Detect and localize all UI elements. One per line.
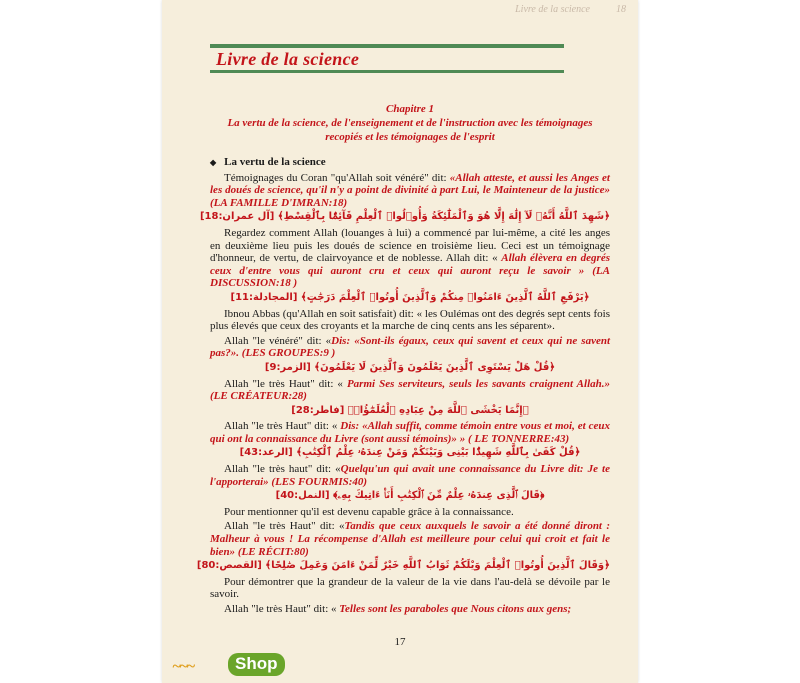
banner-top-rule	[210, 44, 564, 48]
p4-quote: Dis: «Sont-ils égaux, ceux qui savent et ceux qui ne savent pas?»	[210, 334, 611, 360]
banner-bottom-rule	[210, 70, 564, 73]
chapter-label: Chapitre 1	[386, 103, 434, 115]
paragraph-10: Pour démontrer que la grandeur de la valeur de la vie dans l'au-delà se dévoile par le savoir.	[210, 575, 610, 601]
diamond-bullet-icon: ◆	[210, 158, 217, 167]
p5-arabic-verse: ﴿إِنَّمَا يَخْشَى ٱللَّهَ مِنْ عِبَادِهِ ٱلْعُلَمَٰٓؤُا۟﴾ [فاطر:28]	[291, 404, 529, 416]
p9-ref: (LE RÉCIT:80)	[235, 545, 309, 558]
p5-ref: » (LE CRÉATEUR:28)	[210, 377, 610, 403]
p7-arabic-verse: ﴿قَالَ ٱلَّذِى عِندَهُۥ عِلْمٌ مِّنَ ٱلْكِتَٰبِ أَنَا۠ ءَاتِيكَ بِهِۦ﴾ [النمل:40]	[275, 490, 545, 502]
p6-arabic-verse: ﴿قُلْ كَفَىٰ بِٱللَّهِ شَهِيدًۢا بَيْنِى وَبَيْنَكُمْ وَمَنْ عِندَهُۥ عِلْمُ ٱلْكِتَٰبِ﴾ [الرعد:43]	[239, 447, 581, 459]
p2-ref: » (LA DISCUSSION:18 )	[210, 264, 610, 290]
paragraph-4	[210, 335, 610, 360]
book-title: Livre de la science	[216, 49, 360, 69]
p9-arabic-verse: ﴿وَقَالَ ٱلَّذِينَ أُوتُوا۟ ٱلْعِلْمَ وَيْلَكُمْ ثَوَابُ ٱللَّهِ خَيْرٌ لِّمَنْ ءَامَنَ وَعَمِلَ صَٰلِحًا﴾ [القصص:80]	[196, 560, 610, 572]
chapter-heading	[210, 102, 610, 144]
book-title-banner	[210, 44, 564, 74]
p5-lead: Allah "le très Haut" dit: «	[224, 377, 347, 390]
paragraph-7	[210, 463, 610, 488]
p7-ref: (LES FOURMIS:40)	[268, 475, 368, 488]
p11-lead: Allah "le très Haut" dit: «	[224, 603, 340, 615]
p7-quote: Quelqu'un qui avait une connaissance du Livre dit: Je te l'apporterai»	[210, 463, 610, 488]
p11-quote: Telles sont les paraboles que Nous citons aux gens;	[339, 603, 572, 615]
shop-logo	[172, 652, 302, 678]
p9-quote: Tandis que ceux auxquels le savoir a été donné diront : Malheur à vous ! La récompense d'Allah est meilleure pour celui qui croit et fait le bien»	[210, 520, 610, 558]
p1-ref: (LA FAMILLE D'IMRAN:18)	[210, 196, 348, 209]
p5-quote: Parmi Ses serviteurs, seuls les savants craignent Allah.	[346, 377, 605, 390]
p7-lead: Allah "le très haut" dit: «	[224, 463, 341, 476]
p6-quote: Dis: «Allah suffit, comme témoin entre vous et moi, et ceux qui ont la connaissance du Livre (sont aussi témoins)»	[210, 420, 610, 445]
p2-arabic-verse: ﴿يَرْفَعِ ٱللَّهُ ٱلَّذِينَ ءَامَنُوا۟ مِنكُمْ وَٱلَّذِينَ أُوتُوا۟ ٱلْعِلْمَ دَرَجَٰتٍ﴾ [المجادلة:11]	[230, 291, 590, 303]
paragraph-3: Ibnou Abbas (qu'Allah en soit satisfait) dit: « les Oulémas ont des degrés sept cents fois plus élevés que ceux des croyants et la marche de cinq cents ans les séparent».	[210, 307, 610, 333]
shop-badge: Shop	[228, 653, 285, 676]
p1-quote: «Allah atteste, et aussi les Anges et les doués de science, qu'il n'y a point de divinité à part Lui, le Mainteneur de la justice»	[210, 171, 610, 197]
section-title: La vertu de la science	[224, 156, 326, 168]
paragraph-2	[210, 227, 610, 290]
running-header	[202, 4, 626, 18]
paragraph-9	[210, 520, 610, 558]
p2-lead: Regardez comment Allah (louanges à lui) a commencé par lui-même, a cité les anges en deuxième lieu puis les doués de science en troisième lieu. Ceci est un témoignage d'honneur, de vertu, de clairvoyance et de noblesse. Allah dit: «	[210, 226, 610, 265]
paragraph-8: Pour mentionner qu'il est devenu capable grâce à la connaissance.	[224, 505, 514, 518]
paragraph-1	[210, 172, 610, 210]
paragraph-5	[210, 378, 610, 403]
p1-lead: Témoignages du Coran "qu'Allah soit vénéré" dit:	[224, 171, 450, 184]
page-number: 17	[394, 636, 406, 648]
p9-lead: Allah "le très Haut" dit: «	[224, 520, 345, 533]
p4-ref: . (LES GROUPES:9 )	[236, 347, 336, 360]
chapter-subtitle: La vertu de la science, de l'enseignement et de l'instruction avec les témoignages recopiés et les témoignages de l'esprit	[227, 117, 593, 143]
running-header-title: Livre de la science	[515, 4, 590, 15]
p6-ref: » ( LE TONNERRE:43)	[456, 432, 570, 445]
p4-arabic-verse: ﴿قُلْ هَلْ يَسْتَوِى ٱلَّذِينَ يَعْلَمُونَ وَٱلَّذِينَ لَا يَعْلَمُونَ﴾ [الزمر:9]	[264, 361, 556, 373]
paragraph-6	[210, 420, 610, 445]
section-heading	[210, 156, 610, 170]
p6-lead: Allah "le très Haut" dit: «	[224, 420, 341, 433]
p2-quote: Allah élèvera en degrés ceux d'entre vous qui auront cru et ceux qui auront reçu le savoir	[210, 252, 610, 277]
running-header-page-number: 18	[616, 4, 626, 15]
logo-swirl-icon: ~~~	[172, 658, 194, 675]
body-text	[196, 156, 611, 618]
paragraph-11	[210, 603, 610, 616]
p1-arabic-verse: ﴿شَهِدَ ٱللَّهُ أَنَّهُۥ لَآ إِلَٰهَ إِلَّا هُوَ وَٱلْمَلَٰٓئِكَةُ وَأُو۟لُوا۟ ٱلْعِلْمِ قَآئِمًۢا بِٱلْقِسْطِ﴾ [آل عمران:18]	[199, 211, 610, 223]
book-page	[162, 0, 638, 683]
p4-lead: Allah "le vénéré" dit: «	[224, 334, 332, 347]
